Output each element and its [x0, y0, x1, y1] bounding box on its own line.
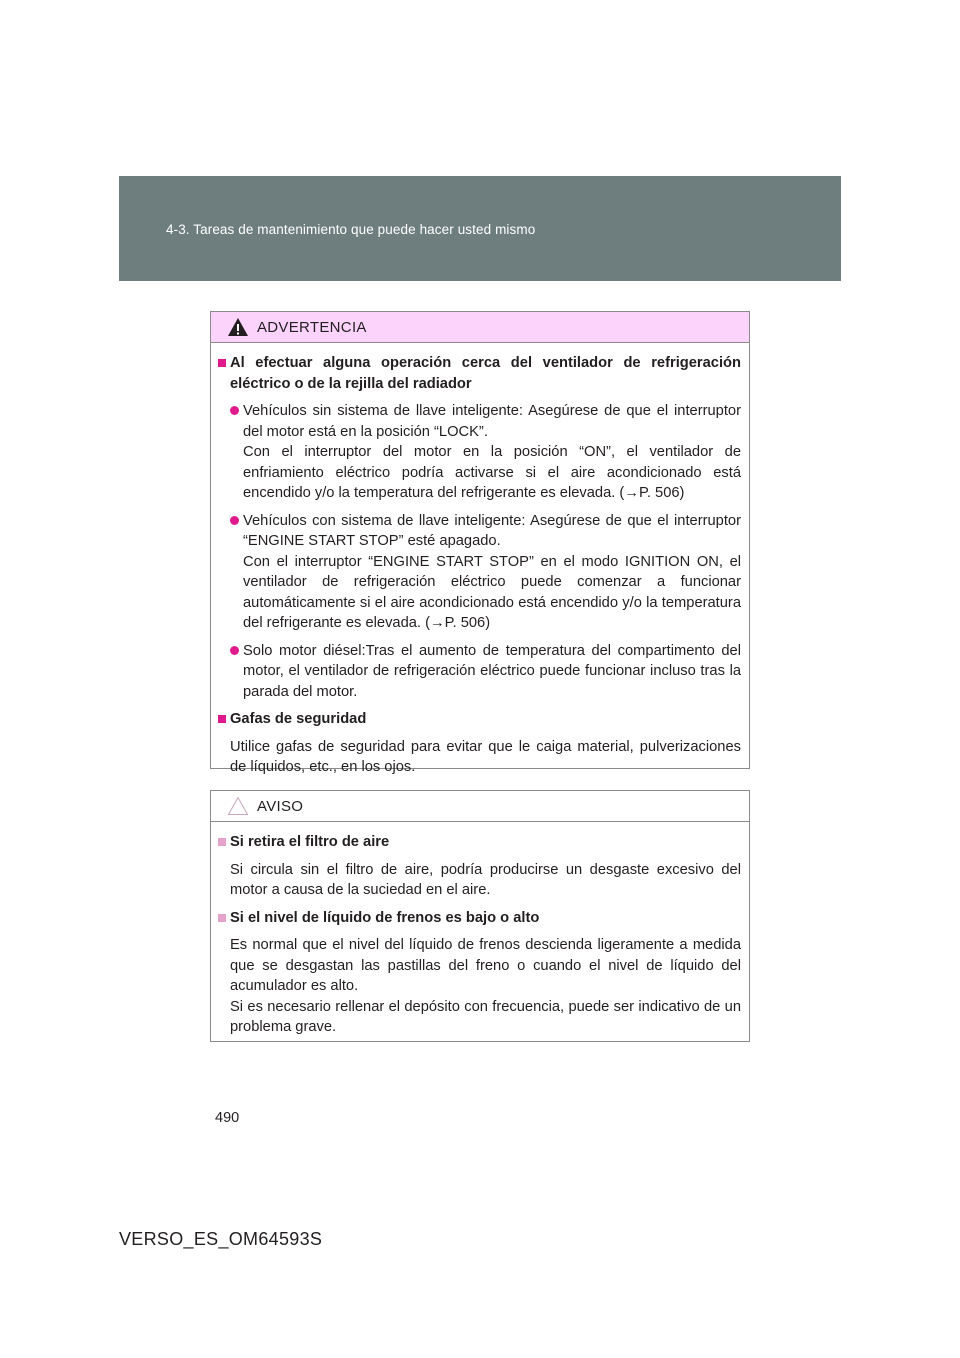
- section-heading: 4-3. Tareas de mantenimiento que puede hacer usted mismo: [166, 222, 536, 237]
- caution-label: AVISO: [257, 797, 304, 815]
- square-bullet-icon: [218, 832, 230, 853]
- caution-section-brake-fluid: [218, 908, 741, 929]
- round-bullet-icon: [230, 641, 243, 703]
- paragraph: [230, 935, 741, 1038]
- warning-body: [211, 343, 749, 778]
- caution-triangle-icon: [227, 796, 249, 816]
- square-bullet-icon: [218, 908, 230, 929]
- square-bullet-icon: [218, 709, 230, 730]
- warning-section-glasses: [218, 709, 741, 730]
- list-item-text: Solo motor diésel:Tras el aumento de temperatura del compartimento del motor, el ventilador de refrigeración eléctrico puede funcionar incluso tras la parada del motor.: [243, 642, 741, 700]
- paragraph: Utilice gafas de seguridad para evitar que le caiga material, pulverizaciones de líquidos, etc., en los ojos.: [230, 738, 741, 775]
- list-item: [230, 401, 741, 504]
- warning-box: [210, 311, 750, 775]
- warning-header: [211, 312, 749, 343]
- list-item-text: Con el interruptor del motor en la posición “ON”, el ventilador de enfriamiento eléctrico podría activarse si el aire acondicionado está encendido y/o la temperatura del refrigerante es elevada. (→P. 506): [243, 444, 741, 501]
- round-bullet-icon: [230, 511, 243, 634]
- list-item: [230, 511, 741, 634]
- section-title: Gafas de seguridad: [230, 711, 367, 727]
- paragraph: Si circula sin el filtro de aire, podría producirse un desgaste excesivo del motor a causa de la suciedad en el aire.: [230, 861, 741, 898]
- header-band: [119, 176, 841, 281]
- caution-section-air-filter: [218, 832, 741, 853]
- caution-box: [210, 790, 750, 1042]
- document-code: VERSO_ES_OM64593S: [119, 1229, 323, 1249]
- paragraph-text: Si es necesario rellenar el depósito con frecuencia, puede ser indicativo de un problema grave.: [230, 998, 741, 1035]
- list-item-text: Con el interruptor “ENGINE START STOP” en el modo IGNITION ON, el ventilador de refrigeración eléctrico puede comenzar a funcionar automáticamente si el aire acondicionado está encendido y/o la temperatura del refrigerante es elevada. (→P. 506): [243, 553, 741, 631]
- paragraph-text: Es normal que el nivel del líquido de frenos descienda ligeramente a medida que se desgastan las pastillas del freno o cuando el nivel de líquido del acumulador es alto.: [230, 937, 741, 994]
- page-number: 490: [215, 1110, 240, 1126]
- section-title: Si el nivel de líquido de frenos es bajo o alto: [230, 909, 540, 926]
- caution-header: [211, 791, 749, 822]
- square-bullet-icon: [218, 353, 230, 394]
- list-item-text: Vehículos sin sistema de llave inteligente: Asegúrese de que el interruptor del motor está en la posición “LOCK”.: [243, 403, 741, 440]
- caution-body: [211, 822, 749, 1038]
- section-title: Si retira el filtro de aire: [230, 834, 390, 850]
- list-item: [230, 641, 741, 703]
- warning-triangle-icon: [227, 317, 249, 337]
- warning-label: ADVERTENCIA: [257, 318, 367, 336]
- warning-section-fan: [218, 353, 741, 394]
- list-item-text: Vehículos con sistema de llave inteligente: Asegúrese de que el interruptor “ENGINE START STOP” esté apagado.: [243, 512, 741, 549]
- section-title: Al efectuar alguna operación cerca del ventilador de refrigeración eléctrico o de la rejilla del radiador: [230, 355, 741, 392]
- round-bullet-icon: [230, 401, 243, 504]
